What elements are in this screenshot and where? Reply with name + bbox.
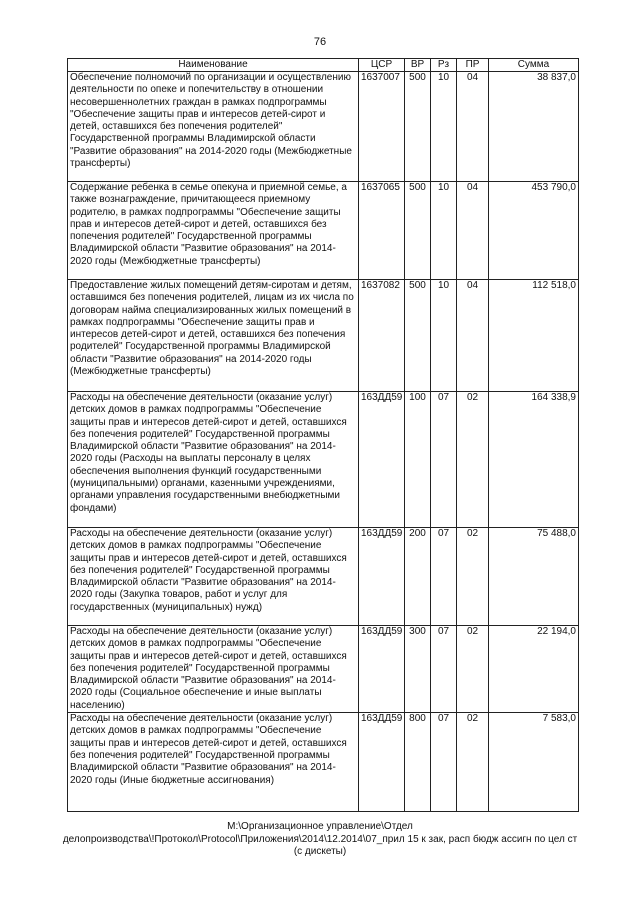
cell-name: Содержание ребенка в семье опекуна и приемной семье, а также вознаграждение, причитающееся приемному родителю, в рамках подпрограммы "Обеспечение защиты прав и интересов детей-сирот и детей, оставшихся без попечения родителей" Государственной программы Владимирской области "Развитие образования" на 2014-2020 годы (Межбюджетные трансферты) [68,182,359,280]
table-row [68,626,579,713]
table-row [68,182,579,280]
cell-csr: 1637065 [359,182,405,280]
cell-rz: 07 [431,713,457,812]
cell-pr: 02 [457,528,489,626]
cell-name: Расходы на обеспечение деятельности (оказание услуг) детских домов в рамках подпрограммы "Обеспечение защиты прав и интересов детей-сирот и детей, оставшихся без попечения родителей" Государственной программы Владимирской области "Развитие образования" на 2014-2020 годы (Закупка товаров, работ и услуг для государственных (муниципальных) нужд) [68,528,359,626]
file-path-footer [0,821,640,859]
table-row [68,528,579,626]
cell-rz: 07 [431,626,457,713]
cell-vr: 500 [405,72,431,182]
cell-vr: 500 [405,182,431,280]
header-name: Наименование [68,59,359,72]
cell-sum: 38 837,0 [489,72,579,182]
cell-pr: 04 [457,182,489,280]
table-row [68,713,579,812]
cell-sum: 22 194,0 [489,626,579,713]
cell-name: Обеспечение полномочий по организации и осуществлению деятельности по опеке и попечительству в отношении несовершеннолетних граждан в рамках подпрограммы "Обеспечение защиты прав и интересов детей-сирот и детей, оставшихся без попечения родителей" Государственной программы Владимирской области "Развитие образования" на 2014-2020 годы (Межбюджетные трансферты) [68,72,359,182]
cell-csr: 1637082 [359,280,405,392]
cell-name: Расходы на обеспечение деятельности (оказание услуг) детских домов в рамках подпрограммы "Обеспечение защиты прав и интересов детей-сирот и детей, оставшихся без попечения родителей" Государственной программы Владимирской области "Развитие образования" на 2014-2020 годы (Социальное обеспечение и иные выплаты населению) [68,626,359,713]
budget-table [67,58,579,812]
footer-line-2: делопроизводства\!Протокол\Protocol\Приложения\2014\12.2014\07_прил 15 к зак, расп бюдж ассигн по цел ст [62,833,578,845]
cell-csr: 163ДД59 [359,713,405,812]
cell-sum: 164 338,9 [489,392,579,528]
cell-sum: 112 518,0 [489,280,579,392]
table-row [68,392,579,528]
cell-csr: 1637007 [359,72,405,182]
cell-rz: 07 [431,392,457,528]
cell-pr: 02 [457,392,489,528]
cell-vr: 500 [405,280,431,392]
cell-vr: 100 [405,392,431,528]
cell-rz: 10 [431,280,457,392]
cell-sum: 7 583,0 [489,713,579,812]
table-header-row [68,59,579,72]
header-pr: ПР [457,59,489,72]
cell-rz: 07 [431,528,457,626]
cell-pr: 02 [457,626,489,713]
cell-name: Предоставление жилых помещений детям-сиротам и детям, оставшимся без попечения родителей, лицам из их числа по договорам найма специализированных жилых помещений в рамках подпрограммы "Обеспечение защиты прав и интересов детей-сирот и детей, оставшихся без попечения родителей" Государственной программы Владимирской области "Развитие образования" на 2014-2020 годы (Межбюджетные трансферты) [68,280,359,392]
cell-pr: 02 [457,713,489,812]
page-number: 76 [313,36,327,48]
header-vr: ВР [405,59,431,72]
cell-sum: 453 790,0 [489,182,579,280]
cell-sum: 75 488,0 [489,528,579,626]
cell-vr: 200 [405,528,431,626]
footer-line-3: (с дискеты) [293,846,347,857]
header-sum: Сумма [489,59,579,72]
cell-pr: 04 [457,280,489,392]
table-row [68,72,579,182]
cell-name: Расходы на обеспечение деятельности (оказание услуг) детских домов в рамках подпрограммы "Обеспечение защиты прав и интересов детей-сирот и детей, оставшихся без попечения родителей" Государственной программы Владимирской области "Развитие образования" на 2014-2020 годы (Расходы на выплаты персоналу в целях обеспечения выполнения функций государственными (муниципальными) органами, казенными учреждениями, органами управления государственными внебюджетными фондами) [68,392,359,528]
cell-vr: 300 [405,626,431,713]
cell-csr: 163ДД59 [359,528,405,626]
cell-rz: 10 [431,72,457,182]
cell-pr: 04 [457,72,489,182]
footer-line-1: М:\Организационное управление\Отдел [227,821,413,832]
header-csr: ЦСР [359,59,405,72]
cell-vr: 800 [405,713,431,812]
cell-name: Расходы на обеспечение деятельности (оказание услуг) детских домов в рамках подпрограммы "Обеспечение защиты прав и интересов детей-сирот и детей, оставшихся без попечения родителей" Государственной программы Владимирской области "Развитие образования" на 2014-2020 годы (Иные бюджетные ассигнования) [68,713,359,812]
cell-csr: 163ДД59 [359,626,405,713]
table-row [68,280,579,392]
cell-csr: 163ДД59 [359,392,405,528]
header-rz: Рз [431,59,457,72]
cell-rz: 10 [431,182,457,280]
